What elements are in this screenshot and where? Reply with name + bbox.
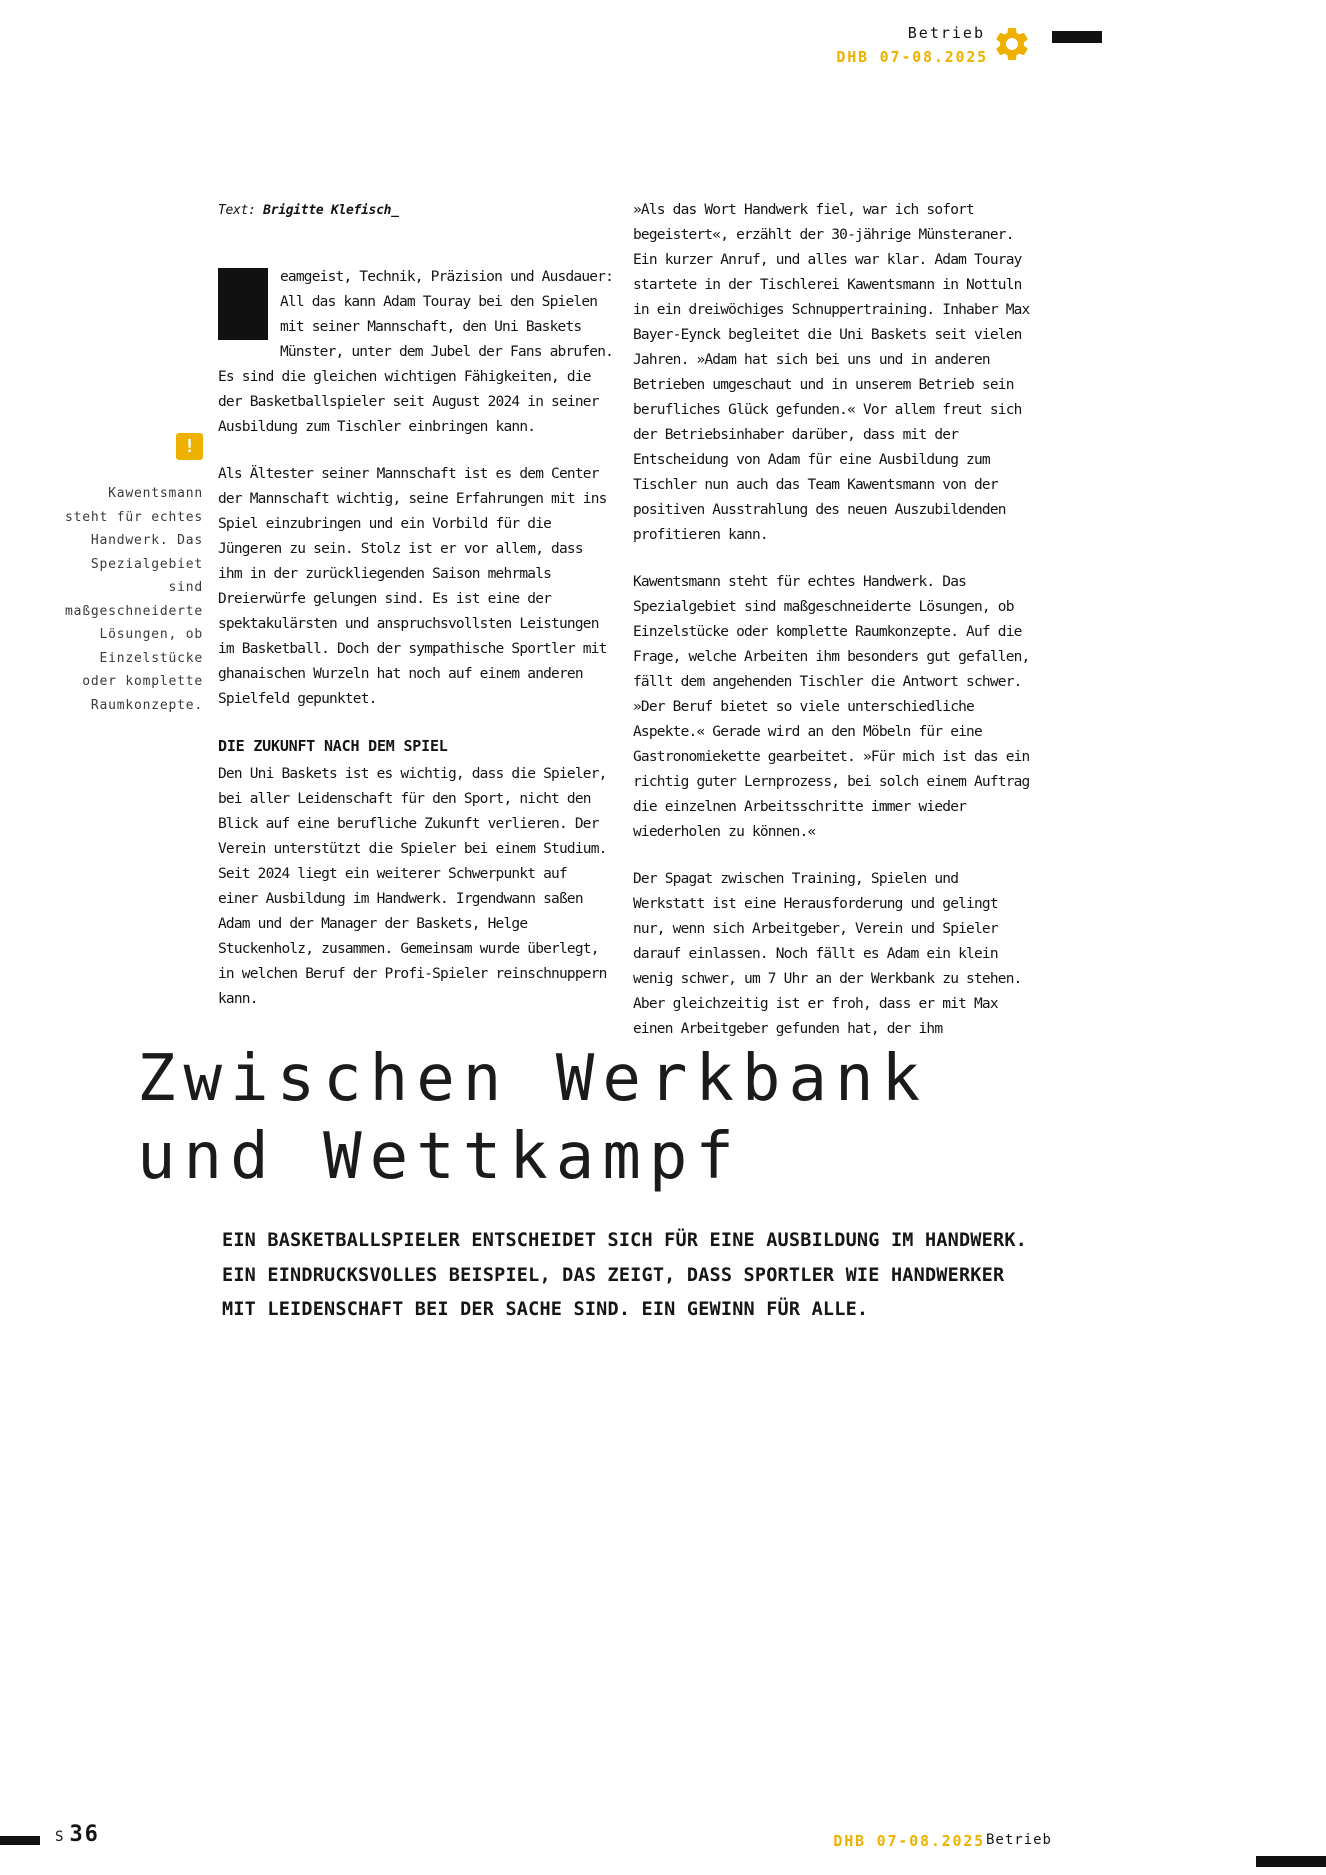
- byline: [218, 198, 614, 223]
- headline-line-2: und Wettkampf: [137, 1120, 742, 1194]
- footer-issue-label: DHB 07-08.2025: [833, 1832, 985, 1850]
- header-section-label: Betrieb: [907, 24, 985, 42]
- section-subhead: DIE ZUKUNFT NACH DEM SPIEL: [218, 737, 448, 755]
- gear-icon: [992, 24, 1032, 64]
- footer-page-number: [55, 1822, 100, 1847]
- article-paragraph: Als Ältester seiner Mannschaft ist es dem Center der Mannschaft wichtig, seine Erfahrungen mit ins Spiel einzubringen und ein Vorbild für die Jüngeren zu sein. Stolz ist er vor allem, dass ihm in der zurückliegenden Saison mehrmals Dreierwürfe gelungen sind. Es ist eine der spektakulärsten und anspruchsvollsten Leistungen im Basketball. Doch der sympathische Sportler mit ghanaischen Wurzeln hat noch auf einem anderen Spielfeld gepunktet.: [218, 466, 607, 707]
- header-rule: [1052, 31, 1102, 43]
- margin-note: [60, 433, 203, 717]
- article-column-2: [633, 198, 1035, 1064]
- article-headline: [137, 1040, 928, 1196]
- footer-page-prefix: S: [55, 1829, 64, 1845]
- article-column-1: [218, 198, 614, 1034]
- footer-rule: [0, 1836, 40, 1845]
- article-paragraph: »Als das Wort Handwerk fiel, war ich sofort begeistert«, erzählt der 30-jährige Münsteraner. Ein kurzer Anruf, und alles war klar. Adam Touray startete in der Tischlerei Kawentsmann in Nottuln in ein dreiwöchiges Schnuppertraining. Inhaber Max Bayer-Eynck begleitet die Uni Baskets seit vielen Jahren. »Adam hat sich bei uns und in anderen Betrieben umgeschaut und in unserem Betrieb sein berufliches Glück gefunden.« Vor allem freut sich der Betriebsinhaber darüber, dass mit der Entscheidung von Adam für eine Ausbildung zum Tischler nun auch das Team Kawentsmann von der positiven Ausstrahlung des neuen Auszubildenden profitieren kann.: [633, 202, 1030, 543]
- dropcap-T: [218, 268, 268, 340]
- byline-prefix: Text:: [218, 203, 256, 218]
- article-paragraph: eamgeist, Technik, Präzision und Ausdauer: All das kann Adam Touray bei den Spielen mit seiner Mannschaft, den Uni Baskets Münster, unter dem Jubel der Fans abrufen. Es sind die gleichen wichtigen Fähigkeiten, die der Basketballspieler seit August 2024 in seiner Ausbildung zum Tischler einbringen kann.: [218, 269, 614, 435]
- article-paragraph: Den Uni Baskets ist es wichtig, dass die Spieler, bei aller Leidenschaft für den Sport, nicht den Blick auf eine berufliche Zukunft verlieren. Der Verein unterstützt die Spieler bei einem Studium. Seit 2024 liegt ein weiterer Schwerpunkt auf einer Ausbildung im Handwerk. Irgendwann saßen Adam und der Manager der Baskets, Helge Stuckenholz, zusammen. Gemeinsam wurde überlegt, in welchen Beruf der Profi-Spieler reinschnuppern kann.: [218, 766, 607, 1007]
- alert-badge-icon: !: [176, 433, 203, 460]
- headline-line-1: Zwischen Werkbank: [137, 1042, 929, 1116]
- margin-caption: Kawentsmann steht für echtes Handwerk. Das Spezialgebiet sind maßgeschneiderte Lösungen, ob Einzelstücke oder komplette Raumkonzepte.: [64, 486, 203, 713]
- article-paragraph: Kawentsmann steht für echtes Handwerk. Das Spezialgebiet sind maßgeschneiderte Lösungen, ob Einzelstücke oder komplette Raumkonzepte. Auf die Frage, welche Arbeiten ihm besonders gut gefallen, fällt dem angehenden Tischler die Antwort schwer. »Der Beruf bietet so viele unterschiedliche Aspekte.« Gerade wird an den Möbeln für eine Gastronomiekette gearbeitet. »Für mich ist das ein richtig guter Lernprozess, bei solch einem Auftrag die einzelnen Arbeitsschritte immer wieder wiederholen zu können.«: [633, 574, 1030, 840]
- footer-section-label: Betrieb: [985, 1832, 1052, 1848]
- footer-page-num: 36: [69, 1822, 100, 1847]
- byline-author: Brigitte Klefisch_: [263, 203, 399, 218]
- footer-bar: [1256, 1856, 1326, 1867]
- article-paragraph: Der Spagat zwischen Training, Spielen und Werkstatt ist eine Herausforderung und gelingt nur, wenn sich Arbeitgeber, Verein und Spieler darauf einlassen. Noch fällt es Adam ein klein wenig schwer, um 7 Uhr an der Werkbank zu stehen. Aber gleichzeitig ist er froh, dass er mit Max einen Arbeitgeber gefunden hat, der ihm: [633, 871, 1022, 1037]
- header-issue-label: DHB 07-08.2025: [836, 48, 988, 66]
- article-standfirst: EIN BASKETBALLSPIELER ENTSCHEIDET SICH FÜR EINE AUSBILDUNG IM HANDWERK. EIN EINDRUCKSVOLLES BEISPIEL, DAS ZEIGT, DASS SPORTLER WIE HANDWERKER MIT LEIDENSCHAFT BEI DER SACHE SIND. EIN GEWINN FÜR ALLE.: [222, 1230, 1027, 1320]
